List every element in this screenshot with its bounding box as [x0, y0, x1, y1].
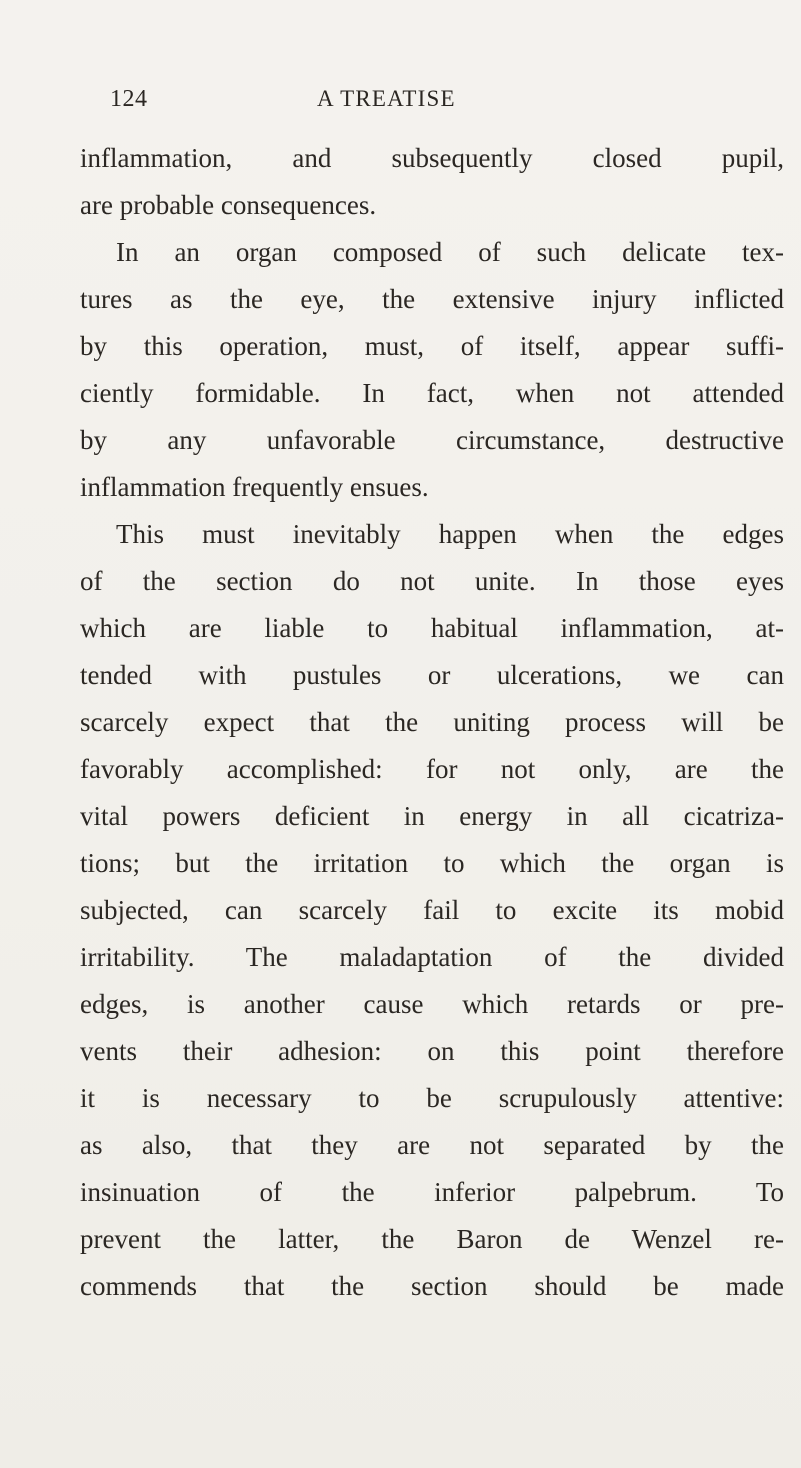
text-line: inflammation, and subsequently closed pupil,	[80, 143, 784, 173]
text-line: by any unfavorable circumstance, destructive	[80, 425, 784, 455]
text-line: edges, is another cause which retards or pre-	[80, 989, 784, 1019]
text-line: scarcely expect that the uniting process will be	[80, 707, 784, 737]
text-line: vital powers deficient in energy in all cicatriza-	[80, 801, 784, 831]
text-line: are probable consequences.	[80, 190, 377, 220]
text-line: favorably accomplished: for not only, are the	[80, 754, 784, 784]
text-line: tended with pustules or ulcerations, we can	[80, 660, 784, 690]
text-line: which are liable to habitual inflammation, at-	[80, 613, 784, 643]
text-line: of the section do not unite. In those eyes	[80, 566, 784, 596]
text-line: vents their adhesion: on this point therefore	[80, 1036, 784, 1066]
text-line: ciently formidable. In fact, when not attended	[80, 378, 784, 408]
text-line: subjected, can scarcely fail to excite its mobid	[80, 895, 784, 925]
text-line: commends that the section should be made	[80, 1271, 784, 1301]
text-line: irritability. The maladaptation of the divided	[80, 942, 784, 972]
text-line: tions; but the irritation to which the organ is	[80, 848, 784, 878]
text-line: insinuation of the inferior palpebrum. To	[80, 1177, 784, 1207]
text-line: inflammation frequently ensues.	[80, 472, 429, 502]
text-line: it is necessary to be scrupulously attentive:	[80, 1083, 784, 1113]
text-line: as also, that they are not separated by the	[80, 1130, 784, 1160]
text-line: This must inevitably happen when the edges	[116, 519, 784, 549]
page-number: 124	[110, 86, 148, 112]
text-line: tures as the eye, the extensive injury inflicted	[80, 284, 784, 314]
running-title: A TREATISE	[317, 86, 456, 111]
text-line: prevent the latter, the Baron de Wenzel re-	[80, 1224, 784, 1254]
text-line: by this operation, must, of itself, appear suffi-	[80, 331, 784, 361]
text-line: In an organ composed of such delicate tex-	[116, 237, 784, 267]
